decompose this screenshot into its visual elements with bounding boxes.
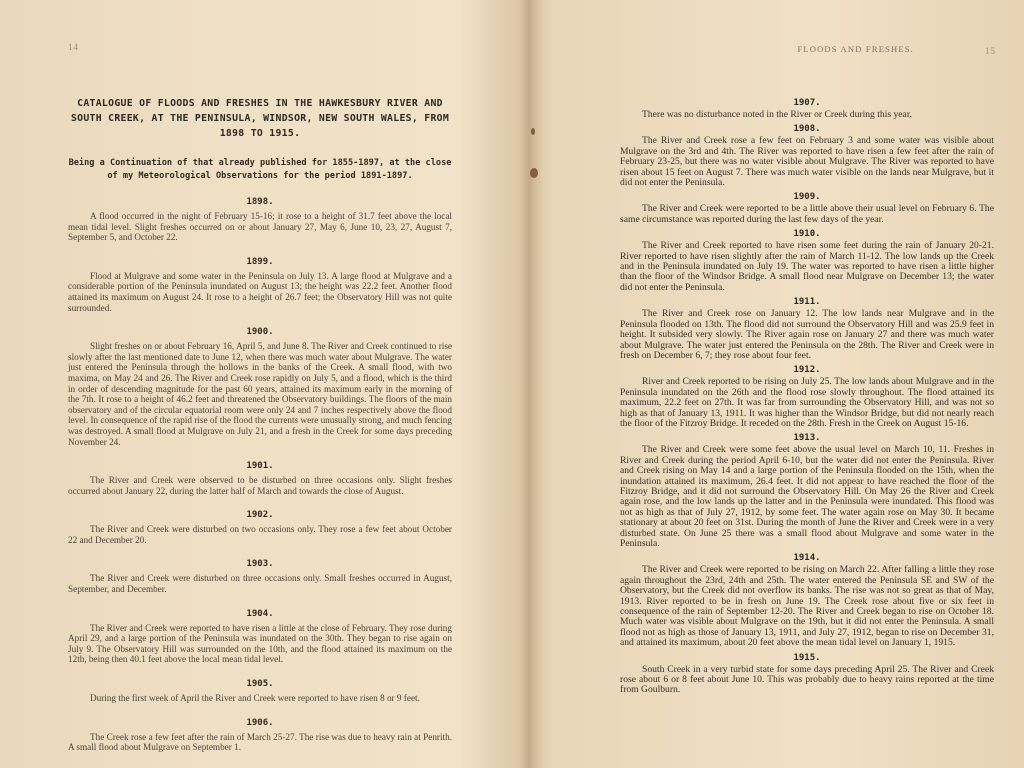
entry-text: During the first week of April the River and Creek were reported to have risen 8 or 9 feet.	[90, 693, 420, 704]
entry-1899	[68, 257, 452, 313]
entry-text: The River and Creek rose a few feet on February 3 and some water was visible about Mulgrave on the 3rd and 4th. The River was reported to have risen a few feet after the rain of February 23-25, but there was no water visible about Mulgrave. The River was reported to have risen about 15 feet on August 7. There was much water visible on the lands near Mulgrave, but it did not enter the Peninsula.	[620, 135, 994, 189]
entry-1900	[68, 327, 452, 447]
year-heading: 1915.	[793, 652, 821, 663]
catalogue-title: CATALOGUE OF FLOODS AND FRESHES IN THE HAWKESBURY RIVER AND SOUTH CREEK, AT THE PENINSULA, WINDSOR, NEW SOUTH WALES, FROM 1898 TO 1915.	[70, 98, 450, 139]
entry-text: Flood at Mulgrave and some water in the Peninsula on July 13. A large flood at Mulgrave and a considerable portion of the Peninsula inundated on August 13; the height was 22.2 feet. Another flood attained its maximum on August 24. It rose to a height of 26.7 feet; the Observatory Hill was not quite surrounded.	[68, 270, 452, 313]
entry-text: The River and Creek were disturbed on two occasions only. They rose a few feet about October 22 and December 20.	[68, 524, 452, 545]
entry-text: The River and Creek were reported to be a little above their usual level on February 6. The same circumstance was reported during the last few days of the year.	[620, 203, 994, 225]
entry-1910	[620, 229, 994, 293]
entry-text: The River and Creek were disturbed on three occasions only. Small freshes occurred in August, September, and December.	[68, 573, 452, 595]
entry-text: The River and Creek were observed to be disturbed on three occasions only. Slight freshes occurred about January 22, during the latter half of March and towards the close of August.	[68, 475, 452, 496]
year-heading: 1903.	[246, 559, 274, 570]
year-heading: 1913.	[793, 433, 821, 444]
year-heading: 1900.	[246, 327, 274, 338]
entry-text: The River and Creek rose on January 12. The low lands near Mulgrave and in the Peninsula flooded on 13th. The flood did not surround the Observatory Hill and was 25.9 feet in height. It subsided very slowly. The River again rose on January 27 and there was much water about Mulgrave. The water just entered the Peninsula on the 28th. The River and Creek were in fresh on December 6, 7; they rose about four feet.	[620, 308, 994, 361]
entry-1904	[68, 609, 452, 665]
entry-1907	[620, 98, 994, 120]
entry-text: The River and Creek were reported to have risen a little at the close of February. They rose during April 29, and a large portion of the Peninsula was inundated on the 30th. They began to rise again on July 9. The Observatory Hill was surrounded on the 10th, and the flood attained its maximum on the 12th, being then 40.1 feet above the local mean tidal level.	[68, 622, 452, 665]
entry-1906	[68, 718, 452, 753]
entry-1914	[620, 553, 994, 648]
entry-1909	[620, 192, 994, 225]
right-page	[540, 0, 1024, 768]
entry-1903	[68, 559, 452, 594]
left-entries	[68, 197, 452, 753]
catalogue-subtitle: Being a Continuation of that already published for 1855-1897, at the close of my Meteorological Observations for the period 1891-1897.	[68, 158, 452, 181]
year-heading: 1911.	[793, 297, 821, 308]
year-heading: 1906.	[246, 717, 274, 728]
year-heading: 1907.	[793, 98, 821, 108]
entry-1915	[620, 653, 994, 696]
entry-1902	[68, 510, 452, 545]
year-heading: 1899.	[246, 256, 274, 267]
entry-text: Slight freshes on or about February 16, April 5, and June 8. The River and Creek continued to rise slowly after the last mentioned date to June 12, when there was much water about Mulgrave. The water just entered the Peninsula through the hollows in the banks of the Creek. A small flood, with two maxima, on May 24 and 26. The River and Creek rose rapidly on July 5, and a flood, which is the third in order of descending magnitude for the past 60 years, attained its maximum early in the morning of the 7th. It rose to a height of 46.2 feet and threatened the Observatory buildings. The floors of the main observatory and of the circular equatorial room were only 24 and 7 inches respectively above the flood level. In consequence of the rapid rise of the flood the currents were unusually strong, and much fencing was destroyed. A small flood at Mulgrave on July 21, and a fresh in the Creek for some days preceding November 24.	[68, 341, 452, 447]
entry-text: The River and Creek were reported to be rising on March 22. After falling a little they rose again throughout the 23rd, 24th and 25th. The water entered the Peninsula SE and SW of the Observatory, but the Creek did not overflow its banks. The rise was not so great as that of May, 1913. River reported to be in fresh on June 19. The Creek rose about five or six feet in consequence of the rain of September 12-20. The River and Creek began to rise on October 18. Much water was visible about Mulgrave on the 19th, but it did not enter the Peninsula. A small flood not as high as those of January 13, 1911, and July 27, 1912, began to rise on December 31, and attained its maximum, about 20 feet above the mean tidal level on January 1, 1915.	[620, 564, 994, 649]
running-head: FLOODS AND FRESHES.	[797, 44, 914, 54]
entry-text: There was no disturbance noted in the River or Creek during this year.	[642, 109, 912, 120]
year-heading: 1910.	[793, 229, 821, 240]
year-heading: 1904.	[246, 608, 274, 619]
left-page-number: 14	[68, 42, 79, 52]
entry-1908	[620, 124, 994, 188]
year-heading: 1905.	[246, 679, 274, 690]
entry-1898	[68, 197, 452, 243]
ink-spot	[530, 168, 538, 178]
entry-1913	[620, 433, 994, 549]
entry-text: A flood occurred in the night of February 15-16; it rose to a height of 31.7 feet above the local mean tidal level. Slight freshes occurred on or about January 27, May 6, June 10, 23, 27, August 7, September 5, and October 22.	[68, 211, 452, 243]
year-heading: 1914.	[793, 553, 821, 564]
year-heading: 1908.	[793, 124, 821, 135]
entry-1912	[620, 365, 994, 429]
entry-1901	[68, 461, 452, 496]
ink-spot	[531, 128, 535, 135]
year-heading: 1898.	[246, 197, 274, 207]
year-heading: 1901.	[246, 461, 274, 472]
entry-text: The River and Creek reported to have risen some feet during the rain of January 20-21. River reported to have risen slightly after the rain of March 11-12. The low lands up the Creek and in the Peninsula inundated on July 19. The water was reported to have risen a little higher than the floor of the Windsor Bridge. A small flood near Mulgrave on December 13; the water did not enter the Peninsula.	[620, 240, 994, 293]
year-heading: 1909.	[793, 192, 821, 203]
right-page-number: 15	[985, 46, 996, 56]
entry-text: South Creek in a very turbid state for some days preceding April 25. The River and Creek rose about 6 or 8 feet about June 10. This was probably due to heavy rains reported at the time from Goulburn.	[620, 663, 994, 696]
year-heading: 1902.	[246, 510, 274, 521]
entry-text: The River and Creek were some feet above the usual level on March 10, 11. Freshes in River and Creek during the period April 6-10, but the water did not enter the Peninsula. River and Creek rising on May 14 and a large portion of the Peninsula flooded on the 15th, when the inundation attained its maximum, 26.4 feet. It did not appear to have reached the floor of the Fitzroy Bridge, and it did not surround the Observatory Hill. On May 26 the River and Creek again rose, and the low lands up the latter and in the Peninsula were inundated. This flood was not as high as that of July 27, 1912, by some feet. The water again rose on May 30. It became stationary at about 20 feet on 31st. During the month of June the River and Creek were in a very disturbed state. On June 25 there was a small flood about Mulgrave and some water in the Peninsula.	[620, 444, 994, 549]
entry-1905	[68, 679, 452, 704]
entry-text: The Creek rose a few feet after the rain of March 25-27. The rise was due to heavy rain at Penrith. A small flood about Mulgrave on September 1.	[68, 731, 452, 753]
entry-1911	[620, 297, 994, 361]
entry-text: River and Creek reported to be rising on July 25. The low lands about Mulgrave and in the Peninsula inundated on the 26th and the flood rose slowly throughout. The flood attained its maximum, 22.2 feet on 27th. It was far from surrounding the Observatory Hill, and was not so high as that of January 13, 1911. It was higher than the Windsor Bridge, but did not nearly reach the floor of the Fitzroy Bridge. It receded on the 28th. Fresh in the Creek on August 15-16.	[620, 376, 994, 429]
right-entries	[620, 98, 994, 696]
year-heading: 1912.	[793, 365, 821, 376]
